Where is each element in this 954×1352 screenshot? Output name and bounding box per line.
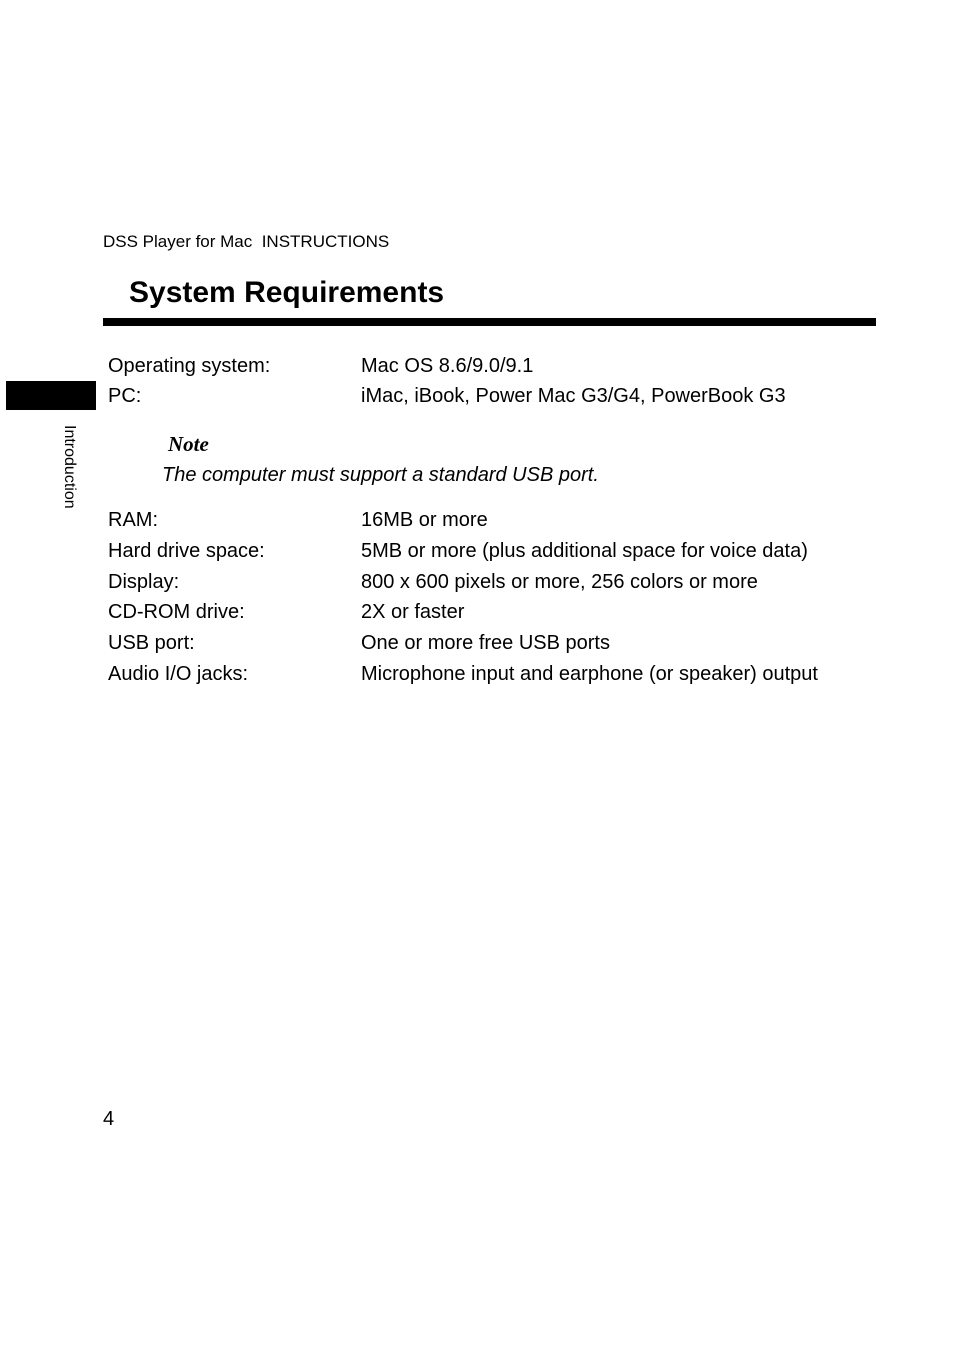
spec-label: Display: [108,571,180,593]
note-heading: Note [168,432,209,456]
section-tab-marker [6,381,96,410]
spec-label: USB port: [108,632,195,654]
spec-label: Hard drive space: [108,540,265,562]
note-text: The computer must support a standard USB port. [162,464,599,486]
spec-value: 800 x 600 pixels or more, 256 colors or more [361,571,758,593]
page-title: System Requirements [129,276,445,309]
running-header: DSS Player for Mac INSTRUCTIONS [103,232,390,251]
spec-label: Audio I/O jacks: [108,663,249,685]
spec-value: Microphone input and earphone (or speaker) output [361,663,818,685]
spec-value: Mac OS 8.6/9.0/9.1 [361,355,534,377]
page-number: 4 [103,1108,115,1130]
spec-label: RAM: [108,509,158,531]
spec-value: 16MB or more [361,509,488,531]
spec-label: CD-ROM drive: [108,601,245,623]
spec-label: PC: [108,385,142,407]
spec-label: Operating system: [108,355,271,377]
section-tab-label: Introduction [61,425,78,509]
title-underline [103,318,876,326]
spec-value: 5MB or more (plus additional space for voice data) [361,540,808,562]
spec-value: iMac, iBook, Power Mac G3/G4, PowerBook G3 [361,385,786,407]
spec-value: 2X or faster [361,601,465,623]
spec-value: One or more free USB ports [361,632,610,654]
